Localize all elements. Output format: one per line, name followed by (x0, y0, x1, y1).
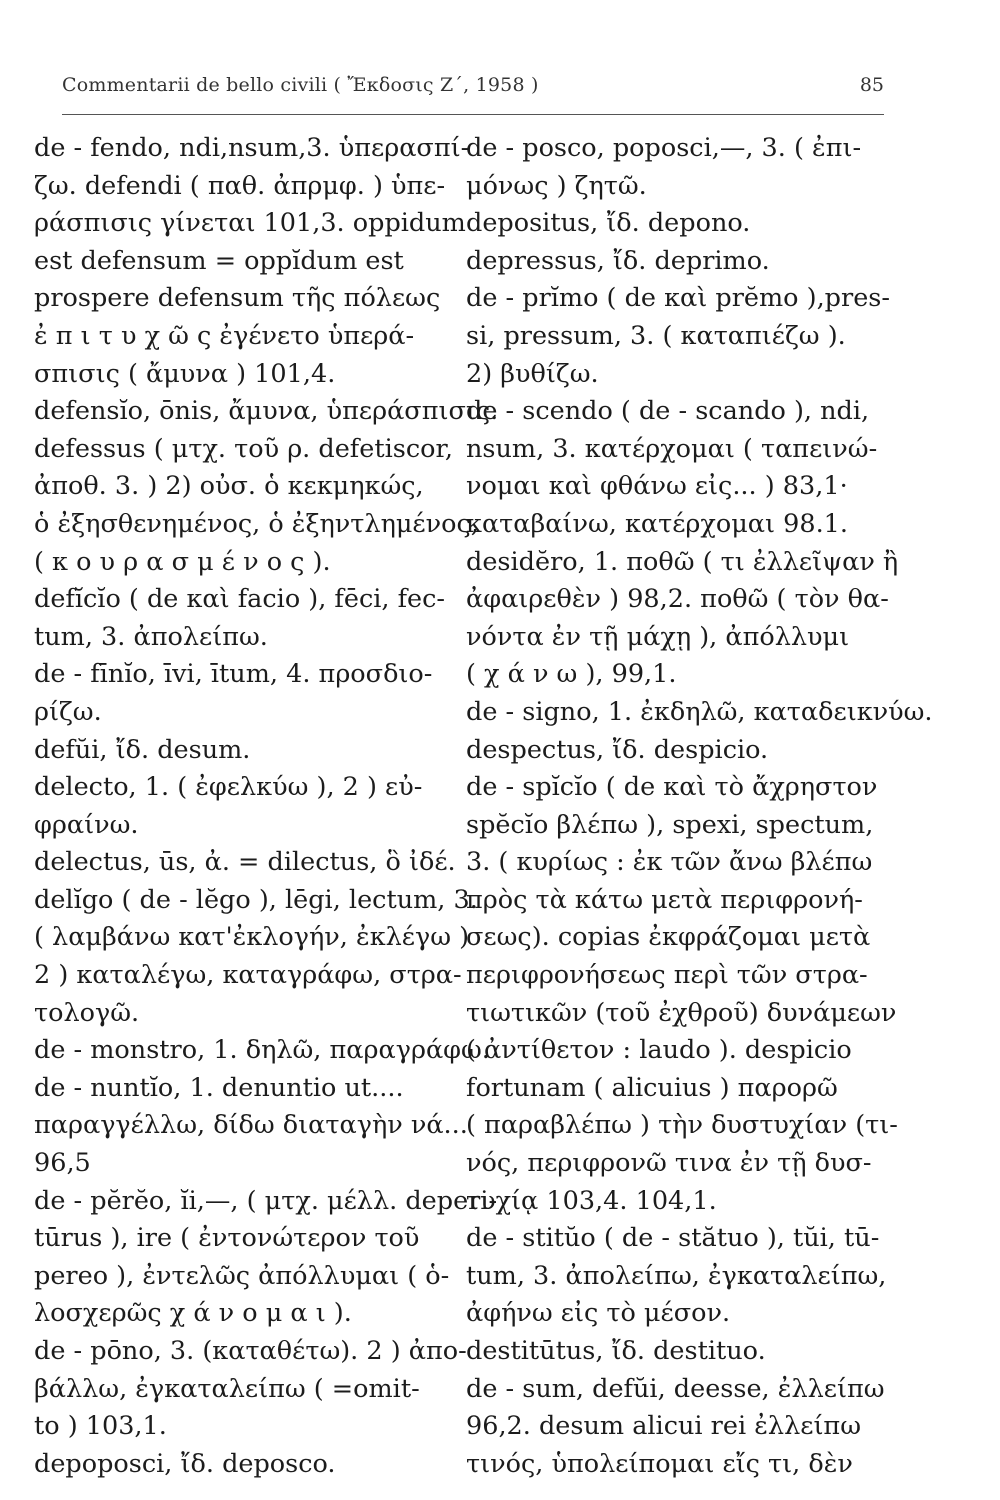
entry-line: 96,5 (34, 1148, 91, 1179)
entry-line: delectus, ūs, ἀ. = dilectus, ὃ ἰδέ. (34, 847, 456, 878)
entry-line: de - scendo ( de - scando ), ndi, (466, 396, 870, 427)
dictionary-entry (466, 1371, 886, 1484)
entry-line: de - spĭcĭo ( de καὶ τὸ ἄχρηστον (466, 772, 878, 803)
dictionary-entry (466, 544, 899, 694)
entry-line: ( παραβλέπω ) τὴν δυστυχίαν (τι- (466, 1110, 898, 1141)
dictionary-entry (466, 769, 898, 1220)
entry-line: νός, περιφρονῶ τινα ἐν τῇ δυσ- (466, 1148, 872, 1179)
entry-line: prospere defensum τῆς πόλεως (34, 283, 441, 314)
entry-line: de - pōno, 3. (καταθέτω). 2 ) ἀπο- (34, 1336, 467, 1366)
entry-line: τολογῶ. (34, 997, 140, 1028)
entry-line: to ) 103,1. (34, 1411, 167, 1442)
entry-line: ρίζω. (34, 696, 102, 727)
entry-line: delĭgo ( de - lĕgo ), lēgi, lectum, 3. (34, 884, 478, 915)
dictionary-entry (466, 1333, 886, 1371)
entry-line: ἀφαιρεθὲν ) 98,2. ποθῶ ( τὸν θα- (466, 584, 889, 615)
entry-line: 2 ) καταλέγω, καταγράφω, στρα- (34, 960, 462, 991)
entry-line: tum, 3. ἀπολείπω. (34, 621, 268, 652)
dictionary-entry (466, 694, 933, 732)
entry-line: tum, 3. ἀπολείπω, ἐγκαταλείπω, (466, 1260, 887, 1291)
dictionary-entry (34, 1032, 490, 1070)
dictionary-entry (34, 130, 470, 393)
entry-line: 96,2. desum alicui rei ἐλλείπω (466, 1411, 861, 1442)
dictionary-entry (34, 769, 454, 844)
entry-line: ἐ π ι τ υ χ ῶ ς ἐγένετο ὑπερά- (34, 320, 415, 351)
entry-line: si, pressum, 3. ( καταπιέζω ). (466, 320, 846, 351)
entry-line: μόνως ) ζητῶ. (466, 170, 647, 201)
dictionary-entry (34, 581, 454, 656)
dictionary-entry (34, 1333, 467, 1446)
entry-line: depressus, ἴδ. deprimo. (466, 245, 770, 276)
entry-line: παραγγέλλω, δίδω διαταγὴν νά... (34, 1110, 468, 1141)
dictionary-entry (466, 1220, 886, 1333)
entry-line: pereo ), ἐντελῶς ἀπόλλυμαι ( ὁ- (34, 1260, 450, 1291)
dictionary-entry (466, 243, 886, 281)
entry-line: ράσπισις γίνεται 101,3. oppidum (34, 208, 466, 239)
right-column (466, 130, 933, 1483)
entry-line: de - prĭmo ( de καὶ prĕmo ),pres- (466, 283, 890, 314)
entry-line: fortunam ( alicuius ) παρορῶ (466, 1072, 838, 1103)
entry-line: πρὸς τὰ κάτω μετὰ περιφρονή- (466, 884, 863, 915)
entry-line: de - posco, poposci,—, 3. ( ἐπι- (466, 133, 862, 163)
entry-line: σπισις ( ἄμυνα ) 101,4. (34, 358, 336, 389)
dictionary-entry (466, 205, 886, 243)
entry-line: de - fīnĭo, īvi, ītum, 4. προσδιο- (34, 659, 433, 690)
entry-line: ζω. defendi ( παθ. ἀπρμφ. ) ὑπε- (34, 170, 446, 201)
dictionary-entry (34, 1183, 498, 1333)
entry-line: defensĭo, ōnis, ἄμυνα, ὑπεράσπισις. (34, 396, 499, 427)
entry-line: σεως). copias ἐκφράζομαι μετὰ (466, 922, 871, 953)
entry-line: ὁ ἐξησθενημένος, ὁ ἐξηντλημένος, (34, 508, 479, 539)
entry-line: est defensum = oppĭdum est (34, 245, 404, 276)
entry-line: destitūtus, ἴδ. destituo. (466, 1336, 766, 1366)
header-rule (62, 114, 884, 115)
entry-line: defĭcĭo ( de καὶ facio ), fēci, fec- (34, 584, 446, 615)
running-head (62, 74, 884, 104)
dictionary-entry (466, 280, 890, 393)
entry-line: τινός, ὑπολείπομαι εἴς τι, δὲν (466, 1448, 853, 1479)
entry-line: despectus, ἴδ. despicio. (466, 734, 769, 765)
entry-line: τιωτικῶν (τοῦ ἐχθροῦ) δυνάμεων (466, 997, 897, 1028)
entry-line: nsum, 3. κατέρχομαι ( ταπεινώ- (466, 433, 878, 464)
entry-line: ( κ ο υ ρ α σ μ έ ν ο ς ). (34, 546, 331, 577)
dictionary-entry (34, 1070, 468, 1183)
entry-line: τυχίᾳ 103,4. 104,1. (466, 1185, 717, 1216)
dictionary-entry (34, 882, 478, 1032)
left-column (34, 130, 499, 1483)
entry-line: de - signo, 1. ἐκδηλῶ, καταδεικνύω. (466, 696, 933, 727)
dictionary-entry (466, 130, 886, 205)
entry-line: de - sum, defŭi, deesse, ἐλλείπω (466, 1373, 885, 1404)
entry-line: βάλλω, ἐγκαταλείπω ( =omit- (34, 1373, 420, 1404)
entry-line: depositus, ἴδ. depono. (466, 208, 751, 239)
entry-line: λοσχερῶς χ ά ν ο μ α ι ). (34, 1298, 352, 1329)
entry-line: de - stitŭo ( de - stătuo ), tŭi, tū- (466, 1223, 880, 1254)
entry-line: delecto, 1. ( ἐφελκύω ), 2 ) εὐ- (34, 772, 423, 803)
entry-line: περιφρονήσεως περὶ τῶν στρα- (466, 960, 868, 991)
dictionary-entry (34, 393, 499, 431)
entry-line: de - pĕrĕo, ĭi,—, ( μτχ. μέλλ. deperi- (34, 1185, 498, 1216)
dictionary-entry (34, 431, 479, 581)
dictionary-entry (34, 732, 454, 770)
entry-line: ( ἀντίθετον : laudo ). despicio (466, 1035, 852, 1066)
dictionary-entry (34, 656, 454, 731)
entry-line: φραίνω. (34, 809, 139, 840)
running-title: Commentarii de bello civili ( Ἔκδοσις Ζ΄, 1958 ) (62, 74, 539, 96)
dictionary-entry (34, 844, 454, 882)
entry-line: ἀποθ. 3. ) 2) οὐσ. ὁ κεκμηκώς, (34, 471, 424, 502)
entry-line: tūrus ), ire ( ἐντονώτερον τοῦ (34, 1223, 420, 1254)
entry-line: de - fendo, ndi,nsum,3. ὑπερασπί- (34, 133, 470, 163)
entry-line: defŭi, ἴδ. desum. (34, 734, 251, 765)
entry-line: 3. ( κυρίως : ἐκ τῶν ἄνω βλέπω (466, 847, 873, 878)
dictionary-entry (466, 393, 886, 543)
dictionary-entry (466, 732, 886, 770)
entry-line: νόντα ἐν τῇ μάχῃ ), ἀπόλλυμι (466, 621, 850, 652)
entry-line: ( χ ά ν ω ), 99,1. (466, 659, 677, 690)
entry-line: ἀφήνω εἰς τὸ μέσον. (466, 1298, 731, 1329)
entry-line: de - monstro, 1. δηλῶ, παραγράφω. (34, 1035, 490, 1066)
dictionary-entry (34, 1446, 454, 1484)
entry-line: defessus ( μτχ. τοῦ ρ. defetiscor, (34, 433, 453, 464)
entry-line: 2) βυθίζω. (466, 358, 599, 389)
entry-line: spĕcĭo βλέπω ), spexi, spectum, (466, 809, 874, 840)
entry-line: ( λαμβάνω κατ'ἐκλογήν, ἐκλέγω ) (34, 922, 470, 953)
page-number: 85 (859, 74, 884, 96)
entry-line: de - nuntĭo, 1. denuntio ut.... (34, 1072, 404, 1103)
entry-line: desidĕro, 1. ποθῶ ( τι ἐλλεῖψαν ἢ (466, 546, 899, 577)
entry-line: depoposci, ἴδ. deposco. (34, 1448, 336, 1479)
entry-line: νομαι καὶ φθάνω εἰς... ) 83,1· (466, 471, 848, 502)
entry-line: καταβαίνω, κατέρχομαι 98.1. (466, 508, 849, 539)
